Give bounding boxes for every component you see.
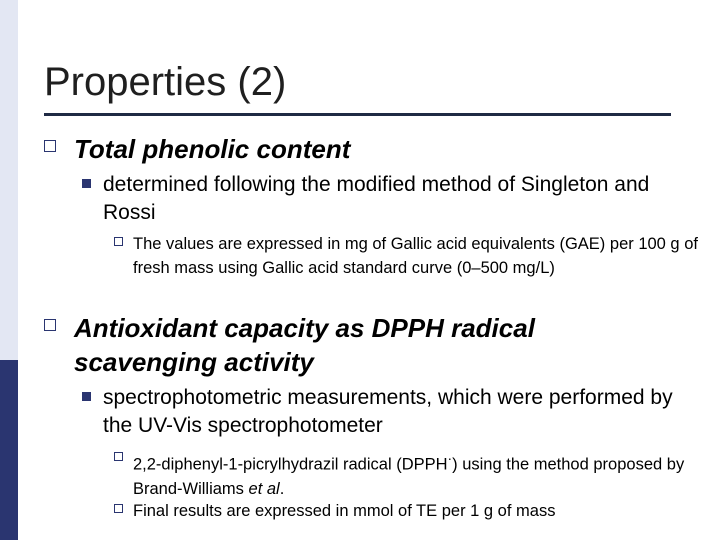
section-antioxidant [44, 311, 684, 379]
detail-text-part: 2,2-diphenyl-1-picrylhydrazil radical (DPPH [133, 455, 448, 474]
detail-final-results [114, 499, 699, 523]
side-decoration-dark [0, 360, 18, 540]
square-bullet-icon [114, 452, 123, 461]
detail-dpph [114, 447, 699, 501]
square-bullet-icon [44, 319, 56, 331]
detail-text-part: ) using the method proposed by Brand-Williams [133, 455, 685, 498]
side-decoration-light [0, 0, 18, 360]
section-total-phenolic [44, 132, 684, 166]
section-heading: Antioxidant capacity as DPPH radical scavenging activity [74, 313, 535, 377]
subitem-text: determined following the modified method of Singleton and Rossi [103, 173, 650, 224]
detail-text [133, 447, 699, 501]
detail-gae [114, 232, 699, 280]
subitem-text: spectrophotometric measurements, which were performed by the UV-Vis spectrophotometer [103, 386, 673, 437]
detail-text: Final results are expressed in mmol of TE per 1 g of mass [133, 502, 556, 520]
radical-dot-superscript: · [447, 451, 453, 466]
square-bullet-icon [44, 140, 56, 152]
square-bullet-icon [114, 237, 123, 246]
section-heading: Total phenolic content [74, 134, 351, 164]
title-underline [44, 113, 671, 116]
square-bullet-icon [114, 504, 123, 513]
detail-text-part: . [279, 479, 285, 498]
et-al-emphasis: et al [248, 479, 280, 498]
filled-square-bullet-icon [82, 179, 91, 188]
slide-title: Properties (2) [44, 60, 287, 104]
filled-square-bullet-icon [82, 392, 91, 401]
subitem-singleton-rossi [82, 171, 692, 227]
detail-text: The values are expressed in mg of Gallic acid equivalents (GAE) per 100 g of fresh mass using Gallic acid standard curve (0–500 mg/L) [133, 235, 698, 277]
subitem-spectrophotometric [82, 384, 692, 440]
